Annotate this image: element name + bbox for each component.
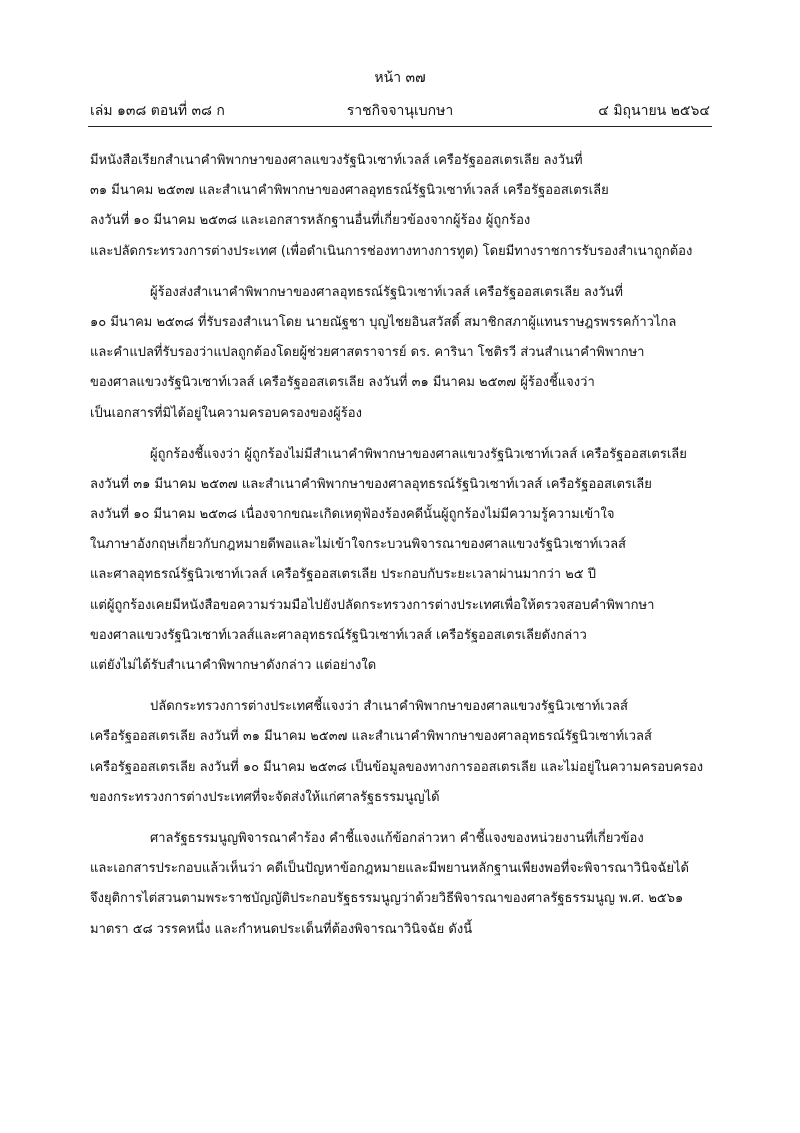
text-line: ผู้ถูกร้องชี้แจงว่า ผู้ถูกร้องไม่มีสำเนาคำพิพากษาของศาลแขวงรัฐนิวเซาท์เวลส์ เครือรัฐออสเตรเลีย bbox=[150, 446, 687, 462]
text-line: ศาลรัฐธรรมนูญพิจารณาคำร้อง คำชี้แจงแก้ข้อกล่าวหา คำชี้แจงของหน่วยงานที่เกี่ยวข้อง bbox=[150, 830, 644, 846]
paragraph-gap bbox=[90, 813, 710, 824]
paragraph-4 bbox=[90, 692, 710, 813]
paragraph-2 bbox=[90, 278, 710, 429]
text-line: แต่ยังไม่ได้รับสำเนาคำพิพากษาดังกล่าว แต่อย่างใด bbox=[90, 658, 377, 673]
text-line: ของกระทรวงการต่างประเทศที่จะจัดส่งให้แก่ศาลรัฐธรรมนูญได้ bbox=[90, 789, 440, 805]
text-line: และคำแปลที่รับรองว่าแปลถูกต้องโดยผู้ช่วยศาสตราจารย์ ดร. คารินา โชติรวี ส่วนสำเนาคำพิพากษา bbox=[90, 345, 645, 361]
volume-issue: เล่ม ๑๓๘ ตอนที่ ๓๘ ก bbox=[90, 103, 225, 119]
text-line: มาตรา ๕๘ วรรคหนึ่ง และกำหนดประเด็นที่ต้องพิจารณาวินิจฉัย ดังนี้ bbox=[90, 921, 473, 937]
text-line: และเอกสารประกอบแล้วเห็นว่า คดีเป็นปัญหาข้อกฎหมายและมีพยานหลักฐานเพียงพอที่จะพิจารณาวินิจฉัยได้ bbox=[90, 861, 690, 877]
text-line: เป็นเอกสารที่มิได้อยู่ในความครอบครองของผู้ร้อง bbox=[90, 405, 362, 421]
text-line: เครือรัฐออสเตรเลีย ลงวันที่ ๑๐ มีนาคม ๒๕๓๘ เป็นข้อมูลของทางการออสเตรเลีย และไม่อยู่ในความครอบครอง bbox=[90, 759, 704, 775]
text-line: ๓๑ มีนาคม ๒๕๓๗ และสำเนาคำพิพากษาของศาลอุทธรณ์รัฐนิวเซาท์เวลส์ เครือรัฐออสเตรเลีย bbox=[90, 183, 609, 199]
paragraph-gap bbox=[90, 267, 710, 278]
header-divider bbox=[88, 126, 712, 127]
text-line: และศาลอุทธรณ์รัฐนิวเซาท์เวลส์ เครือรัฐออสเตรเลีย ประกอบกับระยะเวลาผ่านมากว่า ๒๕ ปี bbox=[90, 567, 597, 583]
text-line: มีหนังสือเรียกสำเนาคำพิพากษาของศาลแขวงรัฐนิวเซาท์เวลส์ เครือรัฐออสเตรเลีย ลงวันที่ bbox=[90, 153, 583, 168]
text-line: ๑๐ มีนาคม ๒๕๓๘ ที่รับรองสำเนาโดย นายณัฐชา บุญไชยอินสวัสดิ์ สมาชิกสภาผู้แทนราษฎรพรรคก้าวไกล bbox=[90, 314, 677, 330]
gazette-header bbox=[90, 100, 710, 122]
document-body bbox=[90, 146, 710, 945]
text-line: แต่ผู้ถูกร้องเคยมีหนังสือขอความร่วมมือไปยังปลัดกระทรวงการต่างประเทศเพื่อให้ตรวจสอบคำพิพากษา bbox=[90, 597, 655, 613]
text-line: ผู้ร้องส่งสำเนาคำพิพากษาของศาลอุทธรณ์รัฐนิวเซาท์เวลส์ เครือรัฐออสเตรเลีย ลงวันที่ bbox=[150, 284, 623, 300]
text-line: และปลัดกระทรวงการต่างประเทศ (เพื่อดำเนินการช่องทางทางการทูต) โดยมีทางราชการรับรองสำเนาถูกต้อง bbox=[90, 243, 693, 259]
text-line: ของศาลแขวงรัฐนิวเซาท์เวลส์ เครือรัฐออสเตรเลีย ลงวันที่ ๓๑ มีนาคม ๒๕๓๗ ผู้ร้องชี้แจงว่า bbox=[90, 375, 595, 391]
paragraph-gap bbox=[90, 681, 710, 692]
text-line: จึงยุติการไต่สวนตามพระราชบัญญัติประกอบรัฐธรรมนูญว่าด้วยวิธีพิจารณาของศาลรัฐธรรมนูญ พ.ศ. ๒๕๖๑ bbox=[90, 891, 684, 907]
page-number: หน้า ๓๗ bbox=[374, 70, 426, 86]
paragraph-1 bbox=[90, 146, 710, 267]
paragraph-3 bbox=[90, 440, 710, 682]
gazette-title: ราชกิจจานุเบกษา bbox=[346, 103, 454, 119]
text-line: ของศาลแขวงรัฐนิวเซาท์เวลส์และศาลอุทธรณ์รัฐนิวเซาท์เวลส์ เครือรัฐออสเตรเลียดังกล่าว bbox=[90, 627, 587, 643]
paragraph-5 bbox=[90, 824, 710, 945]
text-line: เครือรัฐออสเตรเลีย ลงวันที่ ๓๑ มีนาคม ๒๕๓๗ และสำเนาคำพิพากษาของศาลอุทธรณ์รัฐนิวเซาท์เวลส์ bbox=[90, 729, 652, 745]
publication-date: ๔ มิถุนายน ๒๕๖๔ bbox=[598, 103, 710, 119]
paragraph-gap bbox=[90, 429, 710, 440]
text-line: ปลัดกระทรวงการต่างประเทศชี้แจงว่า สำเนาคำพิพากษาของศาลแขวงรัฐนิวเซาท์เวลส์ bbox=[150, 699, 628, 715]
text-line: ลงวันที่ ๓๑ มีนาคม ๒๕๓๗ และสำเนาคำพิพากษาของศาลอุทธรณ์รัฐนิวเซาท์เวลส์ เครือรัฐออสเตรเลีย bbox=[90, 476, 652, 492]
text-line: ลงวันที่ ๑๐ มีนาคม ๒๕๓๘ และเอกสารหลักฐานอื่นที่เกี่ยวข้องจากผู้ร้อง ผู้ถูกร้อง bbox=[90, 213, 531, 229]
text-line: ในภาษาอังกฤษเกี่ยวกับกฎหมายดีพอและไม่เข้าใจกระบวนพิจารณาของศาลแขวงรัฐนิวเซาท์เวลส์ bbox=[90, 537, 626, 553]
text-line: ลงวันที่ ๑๐ มีนาคม ๒๕๓๘ เนื่องจากขณะเกิดเหตุฟ้องร้องคดีนั้นผู้ถูกร้องไม่มีความรู้ความเข้าใจ bbox=[90, 507, 615, 523]
